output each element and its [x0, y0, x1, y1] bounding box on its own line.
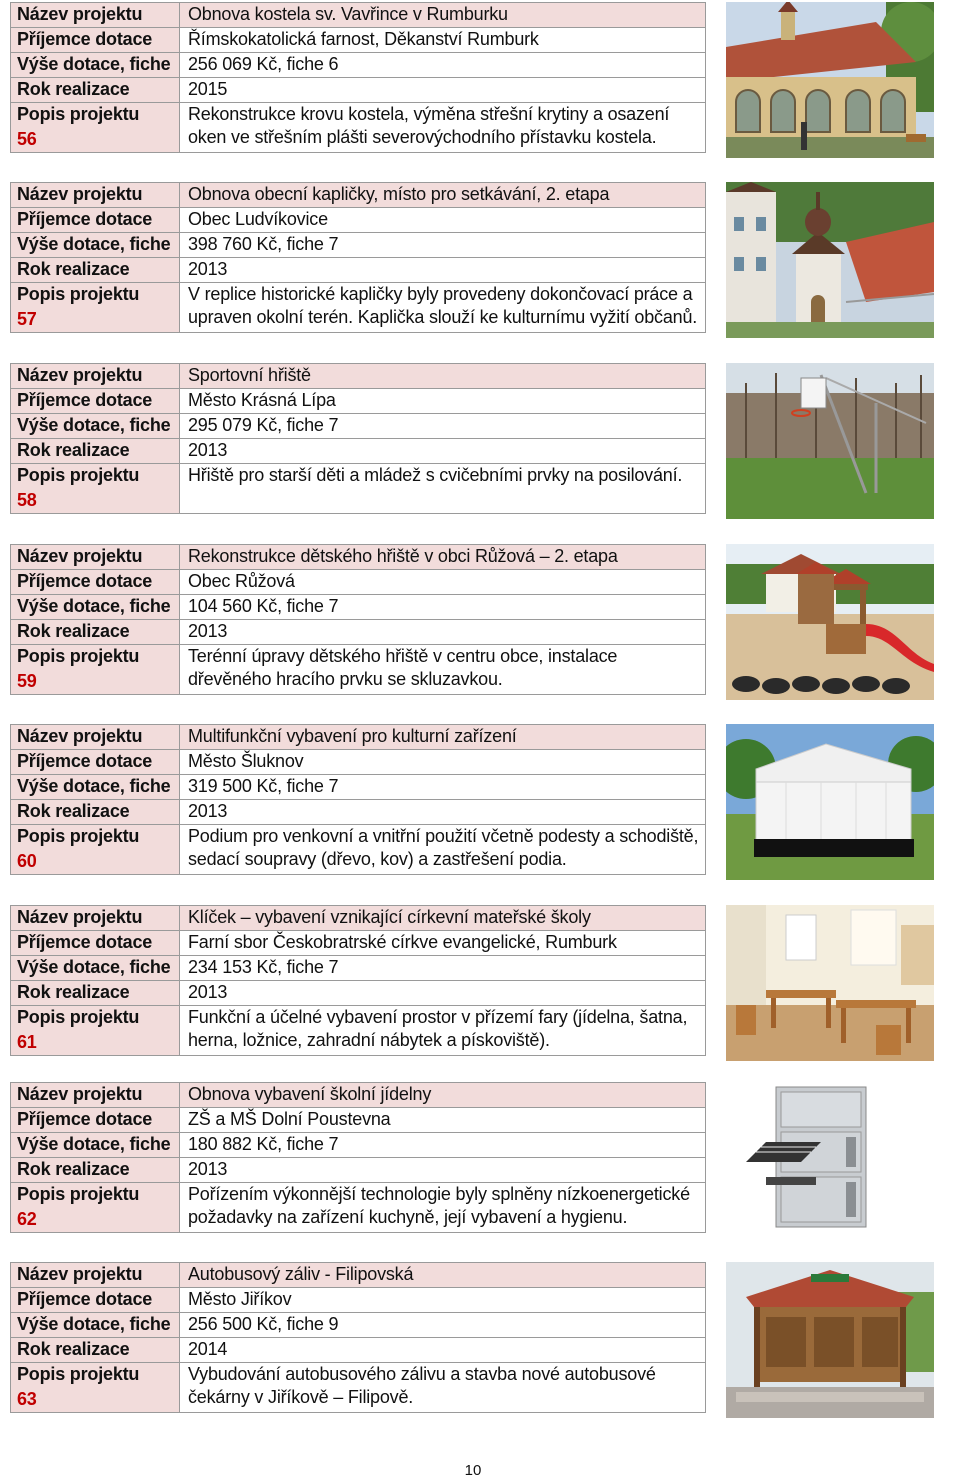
label-description-cell — [11, 1006, 180, 1056]
project-amount: 256 500 Kč, fiche 9 — [180, 1313, 706, 1338]
label-year: Rok realizace — [11, 1338, 180, 1363]
label-amount: Výše dotace, fiche — [11, 775, 180, 800]
label-project-name: Název projektu — [11, 364, 180, 389]
project-amount: 295 079 Kč, fiche 7 — [180, 414, 706, 439]
project-info-table — [10, 1262, 706, 1413]
project-entry-62 — [10, 1082, 950, 1240]
project-name: Klíček – vybavení vznikající církevní mateřské školy — [180, 906, 706, 931]
label-description-cell — [11, 283, 180, 333]
project-recipient: Římskokatolická farnost, Děkanství Rumburk — [180, 28, 706, 53]
project-description: Funkční a účelné vybavení prostor v přízemí fary (jídelna, šatna, herna, ložnice, zahradní nábytek a pískoviště). — [180, 1006, 706, 1056]
project-description: Vybudování autobusového zálivu a stavba nové autobusové čekárny v Jiříkově – Filipově. — [180, 1363, 706, 1413]
label-project-name: Název projektu — [11, 1263, 180, 1288]
project-year: 2013 — [180, 1158, 706, 1183]
project-info-table — [10, 363, 706, 514]
label-description: Popis projektu — [17, 284, 140, 304]
label-description: Popis projektu — [17, 646, 140, 666]
label-amount: Výše dotace, fiche — [11, 1133, 180, 1158]
project-number: 62 — [17, 1209, 37, 1229]
project-number: 58 — [17, 490, 37, 510]
kindergarten-room-photo — [726, 905, 934, 1061]
chapel-photo — [726, 182, 934, 338]
project-amount: 256 069 Kč, fiche 6 — [180, 53, 706, 78]
label-recipient: Příjemce dotace — [11, 28, 180, 53]
project-year: 2013 — [180, 439, 706, 464]
label-recipient: Příjemce dotace — [11, 1108, 180, 1133]
project-name: Obnova obecní kapličky, místo pro setkávání, 2. etapa — [180, 183, 706, 208]
project-entry-63 — [10, 1262, 950, 1420]
label-description: Popis projektu — [17, 1007, 140, 1027]
kitchen-oven-photo — [726, 1082, 934, 1238]
label-amount: Výše dotace, fiche — [11, 233, 180, 258]
label-recipient: Příjemce dotace — [11, 750, 180, 775]
label-description-cell — [11, 1183, 180, 1233]
project-entry-61 — [10, 905, 950, 1063]
project-recipient: Město Jiříkov — [180, 1288, 706, 1313]
project-info-table — [10, 724, 706, 875]
project-name: Multifunkční vybavení pro kulturní zařízení — [180, 725, 706, 750]
project-entry-59 — [10, 544, 950, 702]
project-description: Podium pro venkovní a vnitřní použití včetně podesty a schodiště, sedací soupravy (dřevo, kov) a zastřešení podia. — [180, 825, 706, 875]
label-project-name: Název projektu — [11, 725, 180, 750]
label-year: Rok realizace — [11, 620, 180, 645]
project-info-table — [10, 905, 706, 1056]
label-description: Popis projektu — [17, 465, 140, 485]
label-year: Rok realizace — [11, 439, 180, 464]
project-info-table — [10, 1082, 706, 1233]
page-number: 10 — [464, 1462, 482, 1479]
project-description: Rekonstrukce krovu kostela, výměna střešní krytiny a osazení oken ve střešním plášti severovýchodního přístavku kostela. — [180, 103, 706, 153]
bus-shelter-photo — [726, 1262, 934, 1418]
project-number: 56 — [17, 129, 37, 149]
project-entry-57 — [10, 182, 950, 340]
church-photo — [726, 2, 934, 158]
project-number: 61 — [17, 1032, 37, 1052]
label-amount: Výše dotace, fiche — [11, 414, 180, 439]
label-recipient: Příjemce dotace — [11, 1288, 180, 1313]
project-info-table — [10, 182, 706, 333]
label-recipient: Příjemce dotace — [11, 208, 180, 233]
project-amount: 104 560 Kč, fiche 7 — [180, 595, 706, 620]
project-recipient: Obec Růžová — [180, 570, 706, 595]
label-description: Popis projektu — [17, 104, 140, 124]
label-project-name: Název projektu — [11, 3, 180, 28]
project-year: 2014 — [180, 1338, 706, 1363]
label-description-cell — [11, 464, 180, 514]
project-entry-58 — [10, 363, 950, 521]
project-recipient: ZŠ a MŠ Dolní Poustevna — [180, 1108, 706, 1133]
project-number: 63 — [17, 1389, 37, 1409]
label-description: Popis projektu — [17, 1184, 140, 1204]
label-description-cell — [11, 103, 180, 153]
project-name: Autobusový záliv - Filipovská — [180, 1263, 706, 1288]
project-description: Hřiště pro starší děti a mládež s cvičebními prvky na posilování. — [180, 464, 706, 514]
project-year: 2013 — [180, 981, 706, 1006]
label-year: Rok realizace — [11, 258, 180, 283]
label-description: Popis projektu — [17, 826, 140, 846]
project-description: Terénní úpravy dětského hřiště v centru obce, instalace dřevěného hracího prvku se skluzavkou. — [180, 645, 706, 695]
stage-tent-photo — [726, 724, 934, 880]
project-number: 57 — [17, 309, 37, 329]
project-name: Obnova kostela sv. Vavřince v Rumburku — [180, 3, 706, 28]
label-amount: Výše dotace, fiche — [11, 956, 180, 981]
label-amount: Výše dotace, fiche — [11, 595, 180, 620]
label-project-name: Název projektu — [11, 906, 180, 931]
project-amount: 180 882 Kč, fiche 7 — [180, 1133, 706, 1158]
label-project-name: Název projektu — [11, 1083, 180, 1108]
label-description-cell — [11, 645, 180, 695]
project-info-table — [10, 2, 706, 153]
project-name: Rekonstrukce dětského hřiště v obci Růžová – 2. etapa — [180, 545, 706, 570]
project-year: 2013 — [180, 620, 706, 645]
project-amount: 234 153 Kč, fiche 7 — [180, 956, 706, 981]
project-recipient: Farní sbor Českobratrské církve evangelické, Rumburk — [180, 931, 706, 956]
project-amount: 398 760 Kč, fiche 7 — [180, 233, 706, 258]
project-number: 60 — [17, 851, 37, 871]
project-entry-56 — [10, 2, 950, 160]
project-info-table — [10, 544, 706, 695]
project-recipient: Město Krásná Lípa — [180, 389, 706, 414]
project-recipient: Město Šluknov — [180, 750, 706, 775]
project-name: Sportovní hřiště — [180, 364, 706, 389]
label-description: Popis projektu — [17, 1364, 140, 1384]
project-description: V replice historické kapličky byly provedeny dokončovací práce a upraven okolní terén. Kaplička slouží ke kulturnímu vyžití občanů. — [180, 283, 706, 333]
label-recipient: Příjemce dotace — [11, 389, 180, 414]
project-number: 59 — [17, 671, 37, 691]
playground-photo — [726, 544, 934, 700]
label-description-cell — [11, 825, 180, 875]
project-year: 2013 — [180, 800, 706, 825]
label-year: Rok realizace — [11, 981, 180, 1006]
project-year: 2015 — [180, 78, 706, 103]
label-amount: Výše dotace, fiche — [11, 1313, 180, 1338]
project-description: Pořízením výkonnější technologie byly splněny nízkoenergetické požadavky na zařízení kuchyně, její vybavení a hygienu. — [180, 1183, 706, 1233]
label-year: Rok realizace — [11, 78, 180, 103]
label-year: Rok realizace — [11, 800, 180, 825]
project-name: Obnova vybavení školní jídelny — [180, 1083, 706, 1108]
label-amount: Výše dotace, fiche — [11, 53, 180, 78]
project-year: 2013 — [180, 258, 706, 283]
label-description-cell — [11, 1363, 180, 1413]
label-recipient: Příjemce dotace — [11, 570, 180, 595]
label-project-name: Název projektu — [11, 545, 180, 570]
label-year: Rok realizace — [11, 1158, 180, 1183]
project-entry-60 — [10, 724, 950, 882]
project-amount: 319 500 Kč, fiche 7 — [180, 775, 706, 800]
project-recipient: Obec Ludvíkovice — [180, 208, 706, 233]
label-project-name: Název projektu — [11, 183, 180, 208]
sports-field-photo — [726, 363, 934, 519]
label-recipient: Příjemce dotace — [11, 931, 180, 956]
